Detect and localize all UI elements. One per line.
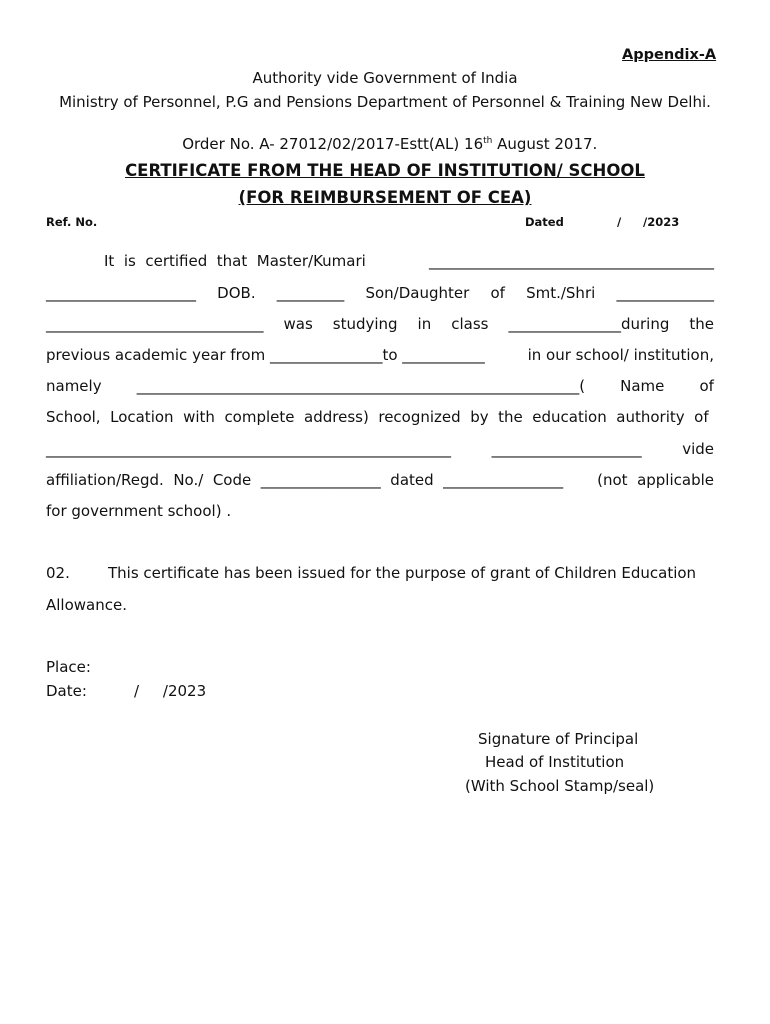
parent-label: Smt./Shri (526, 284, 596, 302)
certificate-title: CERTIFICATE FROM THE HEAD OF INSTITUTION/ SCHOOL (125, 161, 645, 180)
student-name-blank-cont: ____________________ (46, 284, 196, 302)
body-line-5 (46, 377, 714, 395)
ministry-line: Ministry of Personnel, P.G and Pensions Department of Personnel & Training New Delhi. (59, 93, 711, 111)
studying-text: studying (332, 315, 398, 333)
dated-label: Dated (525, 215, 564, 229)
affiliation-text: affiliation/Regd. No./ Code ________________ dated ________________ (46, 471, 564, 489)
son-daughter-label: Son/Daughter (365, 284, 470, 302)
was-text: was (283, 315, 313, 333)
school-name-blank: ___________________________________________________________( (136, 377, 586, 395)
school-institution-text: in our school/ institution, (527, 346, 714, 364)
certified-text: It is certified that Master/Kumari (104, 252, 366, 270)
signature-head: Head of Institution (485, 753, 625, 771)
name-text: Name (620, 377, 665, 395)
signature-stamp: (With School Stamp/seal) (465, 777, 655, 795)
in-text: in (417, 315, 432, 333)
place-label: Place: (46, 658, 91, 676)
body-line-7 (46, 440, 714, 458)
body-line-8 (46, 471, 714, 489)
of-text-2: of (699, 377, 714, 395)
para2-line-2: Allowance. (46, 596, 127, 614)
dated-year: /2023 (643, 215, 680, 229)
parent-name-blank: _____________ (616, 284, 714, 302)
not-applicable-text: (not applicable (597, 471, 714, 489)
appendix-label: Appendix-A (622, 47, 717, 63)
order-line (0, 117, 770, 153)
date-value: / /2023 (134, 682, 207, 700)
class-blank: _______________during (508, 315, 670, 333)
signature-principal: Signature of Principal (478, 730, 639, 748)
namely-text: namely (46, 377, 102, 395)
authority-line: Authority vide Government of India (252, 69, 518, 87)
dated-separator: / (617, 215, 622, 229)
body-line-9: for government school) . (46, 502, 232, 520)
dob-blank: _________ (276, 284, 345, 302)
body-line-2 (46, 284, 714, 302)
body-line-3 (46, 315, 714, 333)
dob-label: DOB. (217, 284, 256, 302)
body-line-6: School, Location with complete address) recognized by the education authority of (46, 408, 709, 426)
authority-blank: ______________________________________________________ (46, 440, 451, 458)
order-prefix: Order No. A- 27012/02/2017-Estt(AL) 16 (182, 135, 484, 153)
ref-no-label: Ref. No. (46, 215, 98, 229)
order-suffix: August 2017. (492, 135, 598, 153)
the-text: the (689, 315, 714, 333)
date-label: Date: (46, 682, 87, 700)
vide-text: vide (682, 440, 714, 458)
student-name-blank: ______________________________________ (429, 252, 714, 270)
authority-blank-2: ____________________ (491, 440, 642, 458)
body-line-1 (104, 252, 714, 270)
para2-line-1: 02. This certificate has been issued for the purpose of grant of Children Education (46, 564, 697, 582)
order-superscript: th (483, 136, 493, 146)
academic-year-text: previous academic year from _______________to ___________ (46, 346, 485, 364)
body-line-4 (46, 346, 714, 364)
class-text: class (451, 315, 489, 333)
parent-name-blank-cont: _____________________________ (46, 315, 264, 333)
certificate-subtitle: (FOR REIMBURSEMENT OF CEA) (238, 188, 532, 207)
of-text: of (490, 284, 505, 302)
